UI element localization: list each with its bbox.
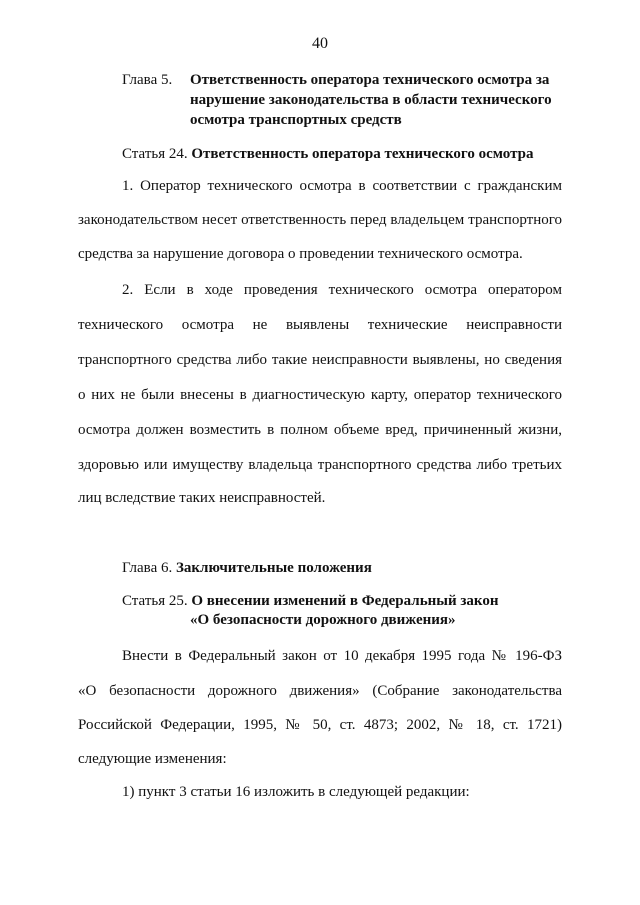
article-24-p2-line-1: 2. Если в ходе проведения технического осмотра оператором — [122, 282, 562, 298]
article-24-p1-line-3: средства за нарушение договора о проведении технического осмотра. — [78, 246, 523, 262]
chapter-5-title-line-1: Ответственность оператора технического осмотра за — [190, 72, 550, 88]
chapter-6-heading — [122, 560, 372, 577]
article-25-body-line-1: Внести в Федеральный закон от 10 декабря 1995 года № 196-ФЗ — [122, 648, 562, 664]
article-24-p2-line-7: лиц вследствие таких неисправностей. — [78, 490, 326, 506]
article-25-heading — [122, 593, 499, 610]
article-24-label: Статья 24. — [122, 146, 188, 162]
article-25-body-line-4: следующие изменения: — [78, 751, 227, 767]
chapter-5-title-line-2: нарушение законодательства в области технического — [190, 92, 552, 108]
chapter-6-label: Глава 6. — [122, 560, 173, 576]
page-number: 40 — [312, 35, 328, 52]
article-24-p2-line-2: технического осмотра не выявлены технические неисправности — [78, 317, 562, 333]
article-25-title-line-2: «О безопасности дорожного движения» — [190, 612, 456, 628]
article-25-label: Статья 25. — [122, 593, 188, 609]
article-25-title-line-1: О внесении изменений в Федеральный закон — [191, 593, 499, 609]
article-24-p2-line-3: транспортного средства либо такие неисправности выявлены, но сведения — [78, 352, 562, 368]
article-25-body-line-2: «О безопасности дорожного движения» (Собрание законодательства — [78, 683, 562, 699]
article-25-body-line-5: 1) пункт 3 статьи 16 изложить в следующей редакции: — [122, 784, 470, 800]
chapter-6-title: Заключительные положения — [175, 560, 372, 576]
article-24-title: Ответственность оператора технического осмотра — [191, 146, 534, 162]
article-24-p1-line-2: законодательством несет ответственность перед владельцем транспортного — [78, 212, 562, 228]
article-24-p2-line-6: здоровью или имуществу владельца транспортного средства либо третьих — [78, 457, 562, 473]
article-24-heading — [122, 146, 534, 163]
article-24-p1-line-1: 1. Оператор технического осмотра в соответствии с гражданским — [122, 178, 562, 194]
article-24-p2-line-5: осмотра должен возместить в полном объеме вред, причиненный жизни, — [78, 422, 562, 438]
chapter-5-title-line-3: осмотра транспортных средств — [190, 112, 402, 128]
article-24-p2-line-4: о них не были внесены в диагностическую карту, оператор технического — [78, 387, 562, 403]
article-25-body-line-3: Российской Федерации, 1995, № 50, ст. 4873; 2002, № 18, ст. 1721) — [78, 717, 562, 733]
chapter-5-label: Глава 5. — [122, 72, 173, 88]
